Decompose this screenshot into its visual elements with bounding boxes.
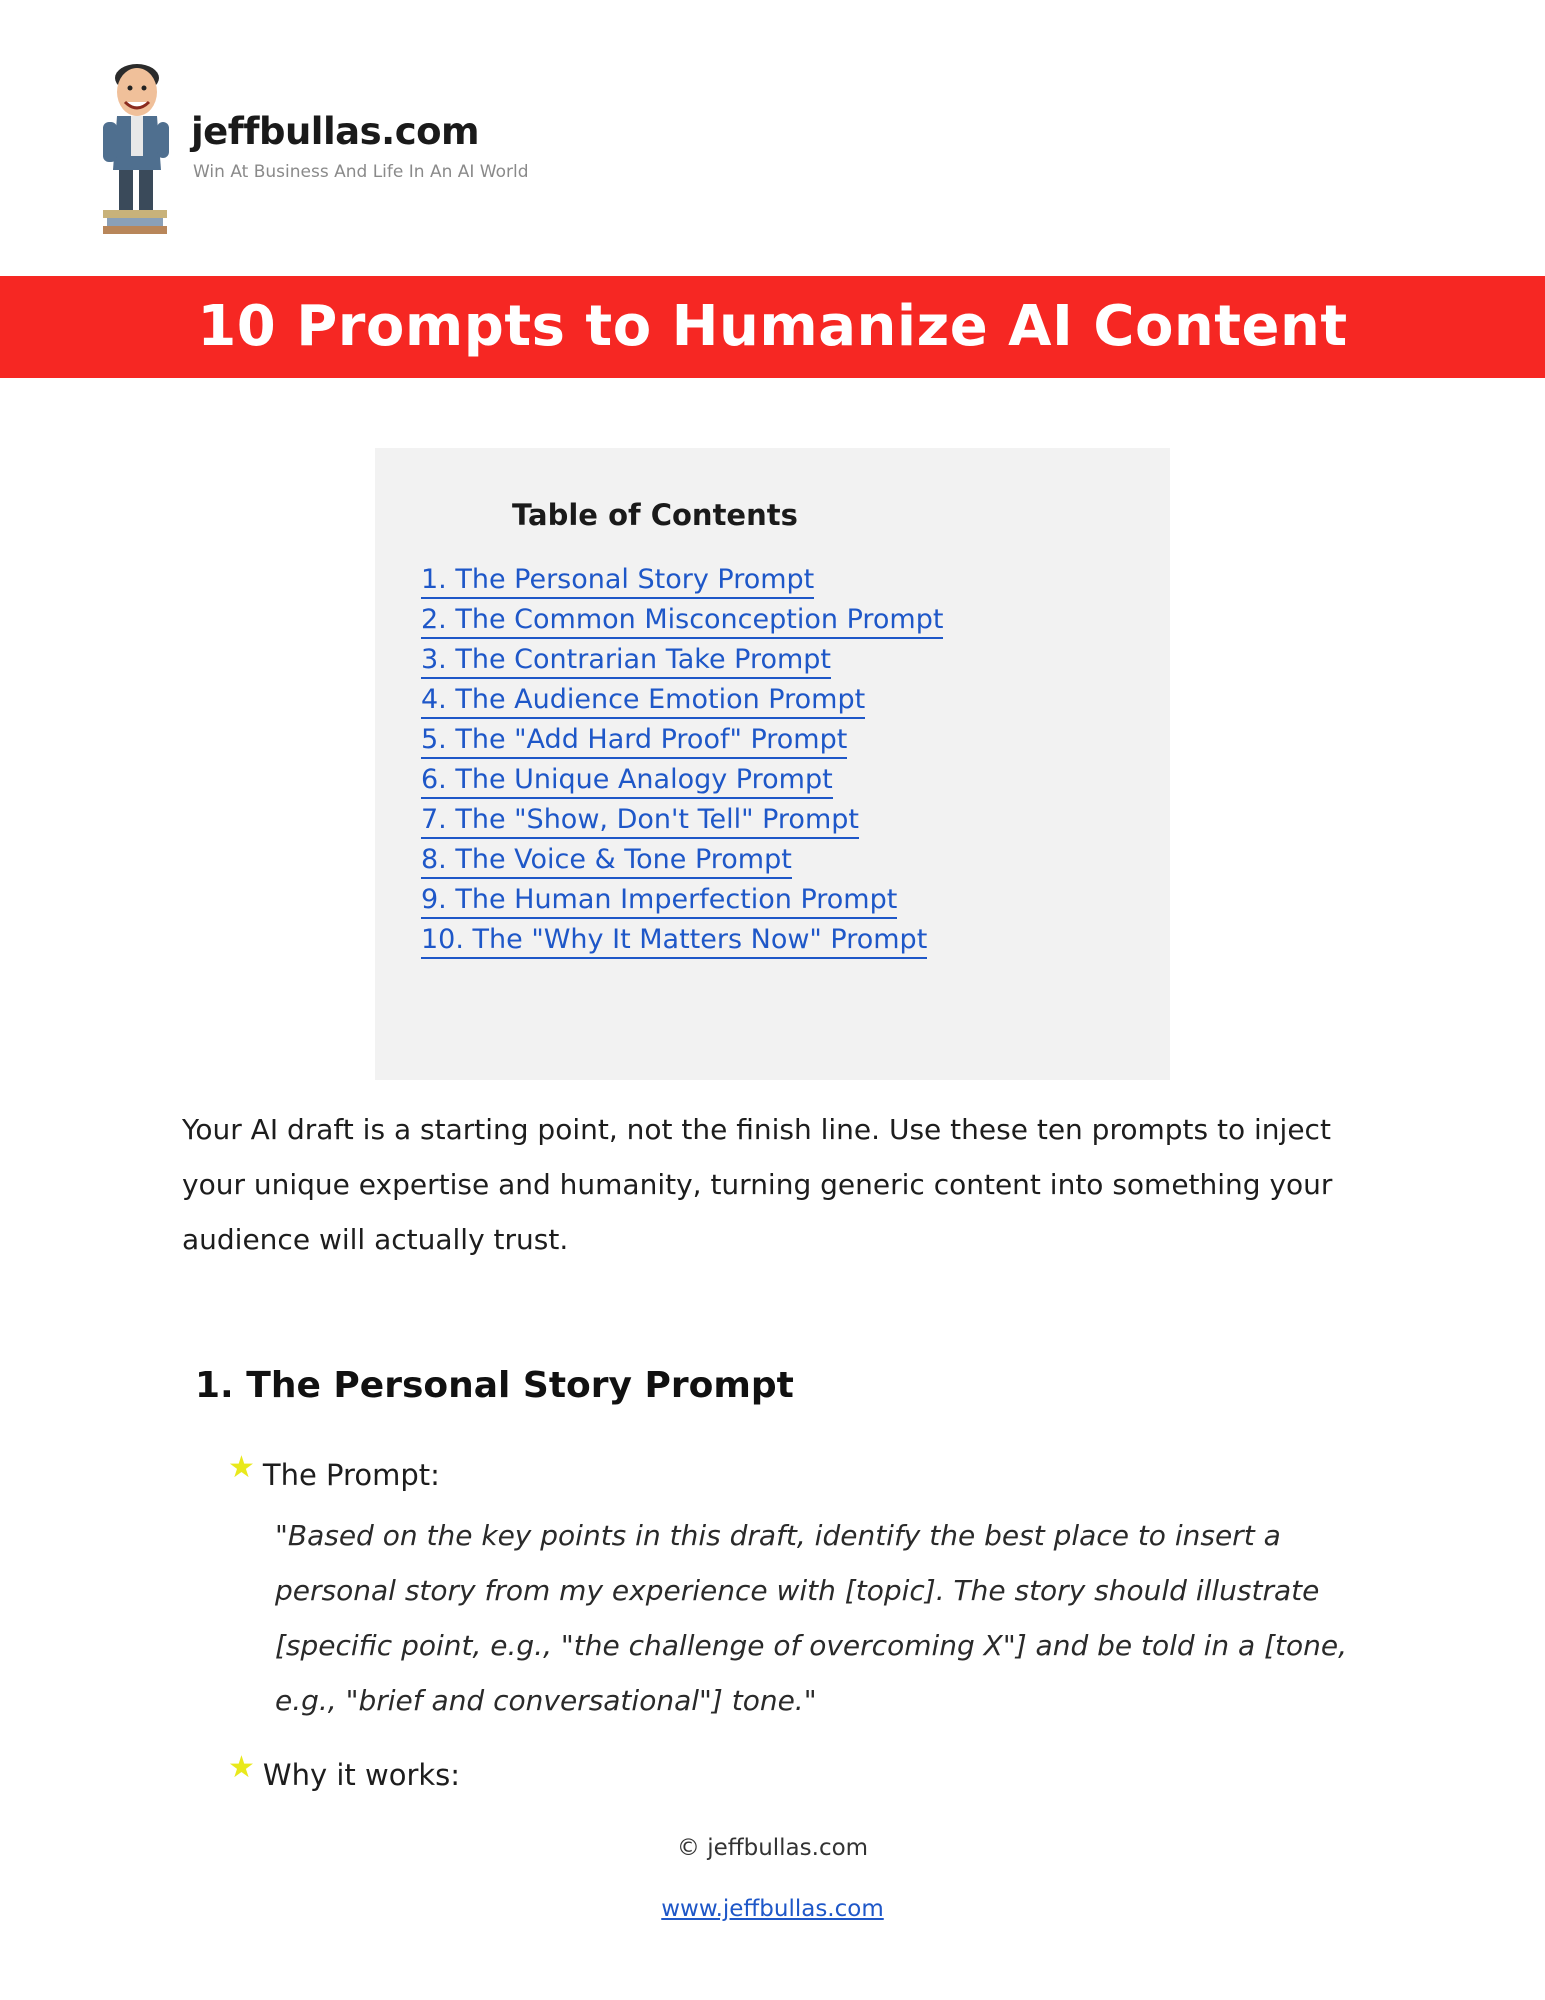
toc-item <box>421 840 943 880</box>
toc-link-6[interactable]: 6. The Unique Analogy Prompt <box>421 764 833 799</box>
toc-link-4[interactable]: 4. The Audience Emotion Prompt <box>421 684 865 719</box>
toc-item <box>421 800 943 840</box>
why-bullet <box>228 1750 461 1793</box>
prompt-quote: "Based on the key points in this draft, identify the best place to insert a personal story from my experience with [topic]. The story should illustrate [specific point, e.g., "the challenge of overcoming X"] and be told in a [tone, e.g., "brief and conversational"] tone." <box>275 1519 1347 1717</box>
site-name: jeffbullas.com <box>191 110 480 153</box>
toc-item <box>421 720 943 760</box>
table-of-contents <box>375 448 1170 1080</box>
footer-link-wrapper <box>0 1896 1545 1922</box>
site-tagline: Win At Business And Life In An AI World <box>193 162 529 182</box>
site-logo[interactable] <box>95 50 615 235</box>
section-heading: 1. The Personal Story Prompt <box>195 1365 794 1406</box>
toc-link-1[interactable]: 1. The Personal Story Prompt <box>421 564 814 599</box>
star-icon: ★ <box>228 1750 255 1785</box>
why-label: Why it works: <box>262 1758 461 1792</box>
footer-copyright: © jeffbullas.com <box>676 1835 869 1861</box>
page-title: 10 Prompts to Humanize AI Content <box>197 294 1348 359</box>
title-banner <box>0 276 1545 378</box>
toc-item <box>421 640 943 680</box>
toc-title: Table of Contents <box>512 498 798 532</box>
toc-link-3[interactable]: 3. The Contrarian Take Prompt <box>421 644 831 679</box>
caricature-icon <box>95 50 175 235</box>
prompt-label: The Prompt: <box>262 1458 440 1492</box>
toc-item <box>421 880 943 920</box>
footer-website-link[interactable]: www.jeffbullas.com <box>661 1896 884 1922</box>
toc-list <box>421 560 943 960</box>
toc-link-8[interactable]: 8. The Voice & Tone Prompt <box>421 844 792 879</box>
toc-item <box>421 760 943 800</box>
toc-item <box>421 600 943 640</box>
toc-link-7[interactable]: 7. The "Show, Don't Tell" Prompt <box>421 804 859 839</box>
toc-link-9[interactable]: 9. The Human Imperfection Prompt <box>421 884 897 919</box>
toc-item <box>421 680 943 720</box>
toc-link-2[interactable]: 2. The Common Misconception Prompt <box>421 604 943 639</box>
toc-link-10[interactable]: 10. The "Why It Matters Now" Prompt <box>421 924 927 959</box>
intro-paragraph: Your AI draft is a starting point, not the finish line. Use these ten prompts to inject your unique expertise and humanity, turning generic content into something your audience will actually trust. <box>182 1113 1333 1256</box>
star-icon: ★ <box>228 1450 255 1485</box>
toc-link-5[interactable]: 5. The "Add Hard Proof" Prompt <box>421 724 847 759</box>
prompt-bullet <box>228 1450 440 1493</box>
toc-item <box>421 920 943 960</box>
toc-item <box>421 560 943 600</box>
